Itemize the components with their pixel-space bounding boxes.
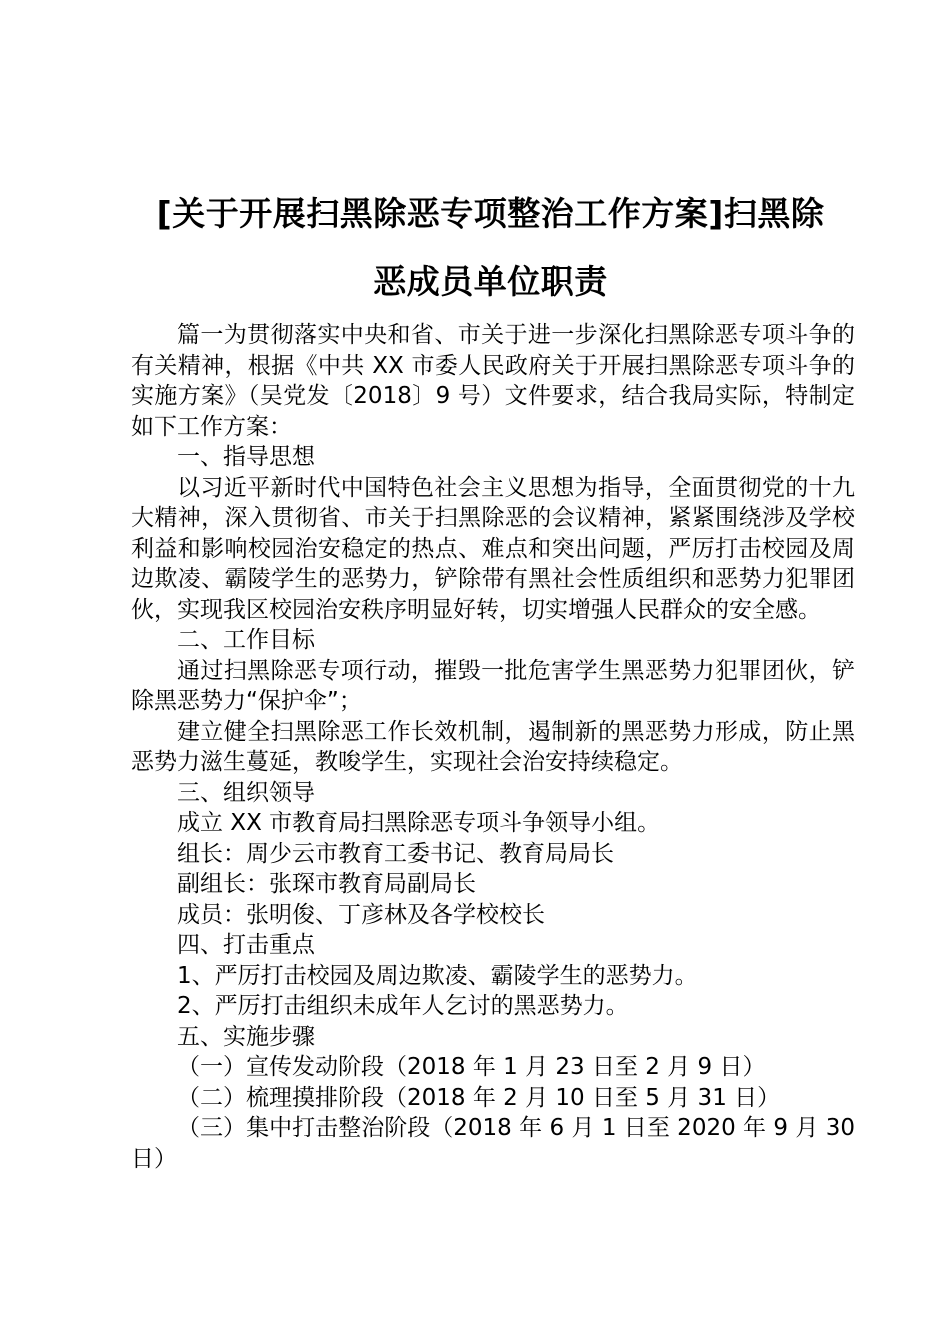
organization-members: 成员：张明俊、丁彦林及各学校校长 — [177, 901, 545, 928]
section-heading-organization: 三、组织领导 — [177, 779, 315, 806]
document-body — [131, 320, 855, 1174]
organization-paragraph: 成立 XX 市教育局扫黑除恶专项斗争领导小组。 — [177, 810, 661, 836]
organization-deputy-leader: 副组长：张琛市教育局副局长 — [177, 871, 476, 897]
document-title-line-2: 恶成员单位职责 — [373, 262, 608, 301]
organization-leader: 组长：周少云市教育工委书记、教育局局长 — [177, 840, 614, 867]
work-goals-paragraph-1: 通过扫黑除恶专项行动，摧毁一批危害学生黑恶势力犯罪团伙，铲除黑恶势力“保护伞”； — [131, 657, 855, 714]
document-title — [121, 180, 860, 316]
section-heading-implementation-steps: 五、实施步骤 — [177, 1023, 315, 1050]
implementation-step-2: （二）梳理摸排阶段（2018 年 2 月 10 日至 5 月 31 日） — [177, 1084, 781, 1111]
section-heading-key-targets: 四、打击重点 — [177, 932, 315, 958]
intro-paragraph: 篇一为贯彻落实中央和省、市关于进一步深化扫黑除恶专项斗争的有关精神，根据《中共 XX 市委人民政府关于开展扫黑除恶专项斗争的实施方案》（吴党发〔2018〕9 号）文件要求，结合我局实际，特制定如下工作方案： — [131, 322, 855, 440]
key-target-1: 1、严厉打击校园及周边欺凌、霸陵学生的恶势力。 — [177, 962, 698, 989]
implementation-step-3: （三）集中打击整治阶段（2018 年 6 月 1 日至 2020 年 9 月 30 日） — [131, 1115, 855, 1172]
document-title-line-1: [关于开展扫黑除恶专项整治工作方案]扫黑除 — [156, 194, 825, 233]
guiding-ideology-paragraph: 以习近平新时代中国特色社会主义思想为指导，全面贯彻党的十九大精神，深入贯彻省、市关于扫黑除恶的会议精神，紧紧围绕涉及学校利益和影响校园治安稳定的热点、难点和突出问题，严厉打击校园及周边欺凌、霸陵学生的恶势力，铲除带有黑社会性质组织和恶势力犯罪团伙，实现我区校园治安秩序明显好转，切实增强人民群众的安全感。 — [131, 474, 855, 623]
implementation-step-1: （一）宣传发动阶段（2018 年 1 月 23 日至 2 月 9 日） — [177, 1054, 766, 1080]
section-heading-work-goals: 二、工作目标 — [177, 627, 315, 653]
section-heading-guiding-ideology: 一、指导思想 — [177, 444, 315, 470]
key-target-2: 2、严厉打击组织未成年人乞讨的黑恶势力。 — [177, 993, 629, 1019]
work-goals-paragraph-2: 建立健全扫黑除恶工作长效机制，遏制新的黑恶势力形成，防止黑恶势力滋生蔓延，教唆学生，实现社会治安持续稳定。 — [131, 718, 855, 775]
